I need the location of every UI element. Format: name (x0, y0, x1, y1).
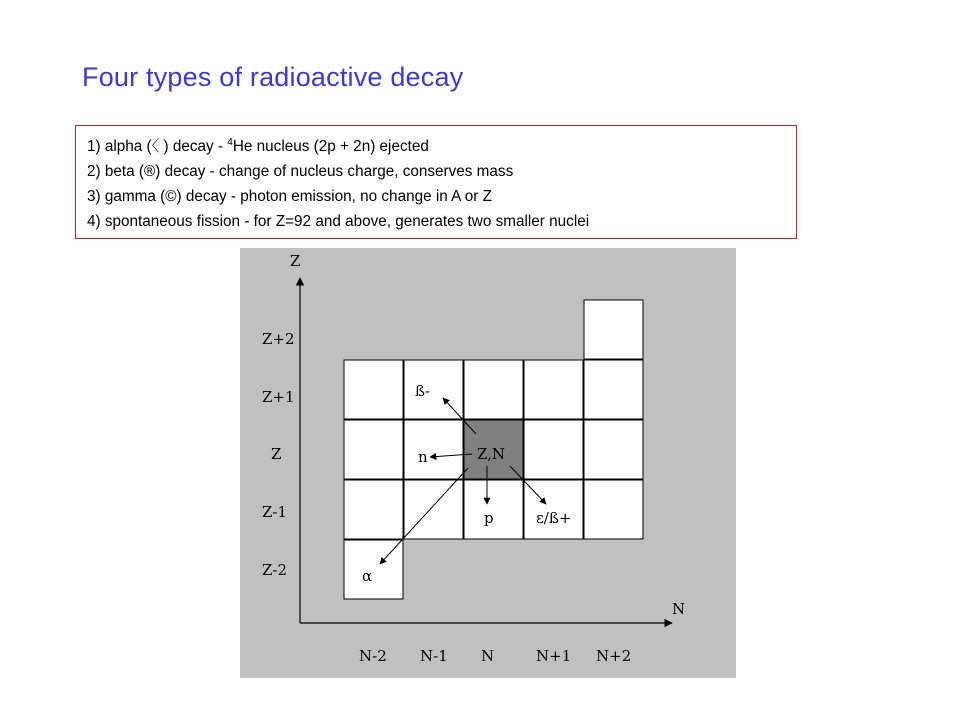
beta-symbol: ® (143, 163, 156, 180)
nuclide-chart-svg (240, 248, 736, 678)
x-tick-n-minus-2: N-2 (359, 647, 387, 665)
gamma-symbol: © (165, 188, 177, 205)
neutron-emission-label: n (418, 448, 428, 466)
decay-item-beta: 2) beta (®) decay - change of nucleus charge, conserves mass (87, 163, 514, 180)
cell-zm1-nm1 (404, 480, 463, 539)
decay-item-fission: 4) spontaneous fission - for Z=92 and above, generates two smaller nuclei (87, 213, 590, 230)
y-tick-z-plus-2: Z+2 (262, 330, 295, 348)
ec-beta-plus-label: ε/ß+ (536, 509, 572, 527)
cell-z1-n1 (524, 360, 583, 419)
proton-emission-label: p (484, 509, 494, 527)
cell-zm1-n2 (584, 480, 643, 539)
y-tick-z-minus-1: Z-1 (262, 503, 288, 521)
cell-z-n2 (584, 420, 643, 479)
decay-item-gamma: 3) gamma (©) decay - photon emission, no change in A or Z (87, 188, 492, 205)
cell-z-n1 (524, 420, 583, 479)
cell-z-nm1 (404, 420, 463, 479)
cell-z-nm2 (344, 420, 403, 479)
x-tick-n-plus-1: N+1 (536, 647, 572, 665)
cell-z1-nm2 (344, 360, 403, 419)
cell-z1-n (464, 360, 523, 419)
z-axis-label: Z (290, 252, 301, 270)
alpha-label: α (362, 567, 373, 585)
alpha-symbol: 〈 (151, 138, 160, 155)
y-tick-z: Z (271, 445, 282, 463)
n-axis-label: N (672, 600, 686, 618)
y-tick-z-plus-1: Z+1 (262, 388, 295, 406)
x-tick-n: N (481, 647, 495, 665)
center-nucleus-label: Z,N (477, 445, 506, 463)
x-tick-n-minus-1: N-1 (420, 647, 448, 665)
cell-z2-n2 (584, 300, 643, 359)
decay-item-alpha: 1) alpha (〈 ) decay - $^4$He nucleus (2p + 2n) ejected (87, 137, 429, 155)
beta-minus-label: ß- (415, 382, 431, 400)
nuclide-chart-diagram (240, 248, 736, 678)
cell-z1-n2 (584, 360, 643, 419)
decay-types-box (75, 125, 797, 239)
cell-zm1-nm2 (344, 480, 403, 539)
slide-title: Four types of radioactive decay (82, 62, 464, 92)
x-tick-n-plus-2: N+2 (596, 647, 632, 665)
y-tick-z-minus-2: Z-2 (262, 561, 288, 579)
